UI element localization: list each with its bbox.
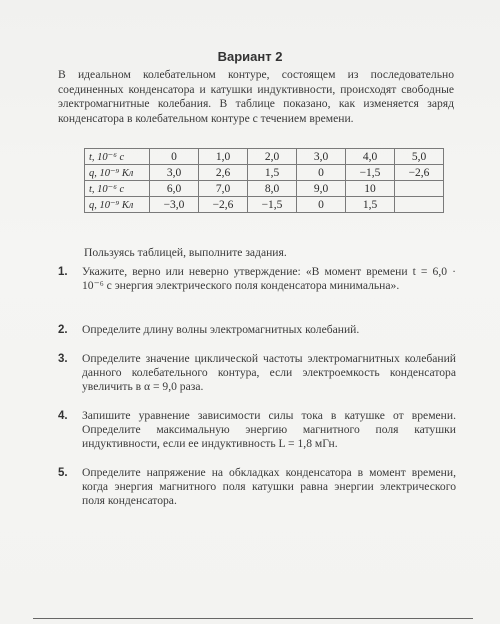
table-cell: 0 [297, 197, 346, 213]
task-number: 5. [58, 467, 68, 479]
table-cell: 1,0 [199, 149, 248, 165]
problem-intro: В идеальном колебательном контуре, состоящем из последовательно соединенных конденсатора и катушки индуктивности, происходят свободные электромагнитные колебания. В таблице показано, как изменяется заряд конденсатора в колебательном контуре с течением времени. [58, 68, 454, 125]
bottom-divider [33, 618, 473, 619]
task-2 [58, 323, 456, 337]
task-4 [58, 409, 456, 452]
table-cell: −1,5 [346, 165, 395, 181]
table-cell: 8,0 [248, 181, 297, 197]
table-cell: −2,6 [395, 165, 444, 181]
table-cell: −1,5 [248, 197, 297, 213]
row-header-cell: t, 10⁻⁶ с [85, 181, 150, 197]
table-cell: 1,5 [346, 197, 395, 213]
task-1 [58, 265, 456, 293]
table-cell: 4,0 [346, 149, 395, 165]
instruction-text: Пользуясь таблицей, выполните задания. [84, 246, 287, 259]
task-text: Определите длину волны электромагнитных колебаний. [82, 323, 360, 336]
table-row [85, 149, 444, 165]
table-cell: 0 [150, 149, 199, 165]
task-text: Укажите, верно или неверно утверждение: «В момент времени t = 6,0 · 10⁻⁶ с энергия электрического поля конденсатора минимальна». [82, 265, 456, 293]
table-row [85, 197, 444, 213]
row-header-cell: q, 10⁻⁹ Кл [85, 165, 150, 181]
table-row [85, 181, 444, 197]
task-text: Определите значение циклической частоты электромагнитных колебаний данного колебательного контура, если электроемкость конденсатора увеличить в α = 9,0 раза. [82, 352, 456, 394]
task-number: 1. [58, 266, 68, 278]
table-cell: 2,0 [248, 149, 297, 165]
table-cell: 6,0 [150, 181, 199, 197]
table-row [85, 165, 444, 181]
table-cell: 9,0 [297, 181, 346, 197]
task-3 [58, 352, 456, 395]
charge-time-table [84, 148, 444, 213]
variant-title: Вариант 2 [217, 49, 283, 64]
table-cell: 0 [297, 165, 346, 181]
table-cell: 2,6 [199, 165, 248, 181]
task-number: 2. [58, 324, 68, 336]
table-cell [395, 181, 444, 197]
table-cell: 5,0 [395, 149, 444, 165]
table-cell: 7,0 [199, 181, 248, 197]
table-cell [395, 197, 444, 213]
table-cell: 1,5 [248, 165, 297, 181]
task-number: 4. [58, 410, 68, 422]
table-cell: −2,6 [199, 197, 248, 213]
task-number: 3. [58, 353, 68, 365]
row-header-cell: t, 10⁻⁶ с [85, 149, 150, 165]
task-text: Запишите уравнение зависимости силы тока в катушке от времени. Определите максимальную энергию магнитного поля катушки индуктивности, если ее индуктивность L = 1,8 мГн. [82, 409, 456, 451]
task-5 [58, 466, 456, 509]
row-header-cell: q, 10⁻⁹ Кл [85, 197, 150, 213]
table-cell: 3,0 [297, 149, 346, 165]
task-text: Определите напряжение на обкладках конденсатора в момент времени, когда энергия магнитного поля катушки равна энергии электрического поля конденсатора. [82, 466, 456, 508]
table-cell: 10 [346, 181, 395, 197]
table-cell: 3,0 [150, 165, 199, 181]
table-cell: −3,0 [150, 197, 199, 213]
